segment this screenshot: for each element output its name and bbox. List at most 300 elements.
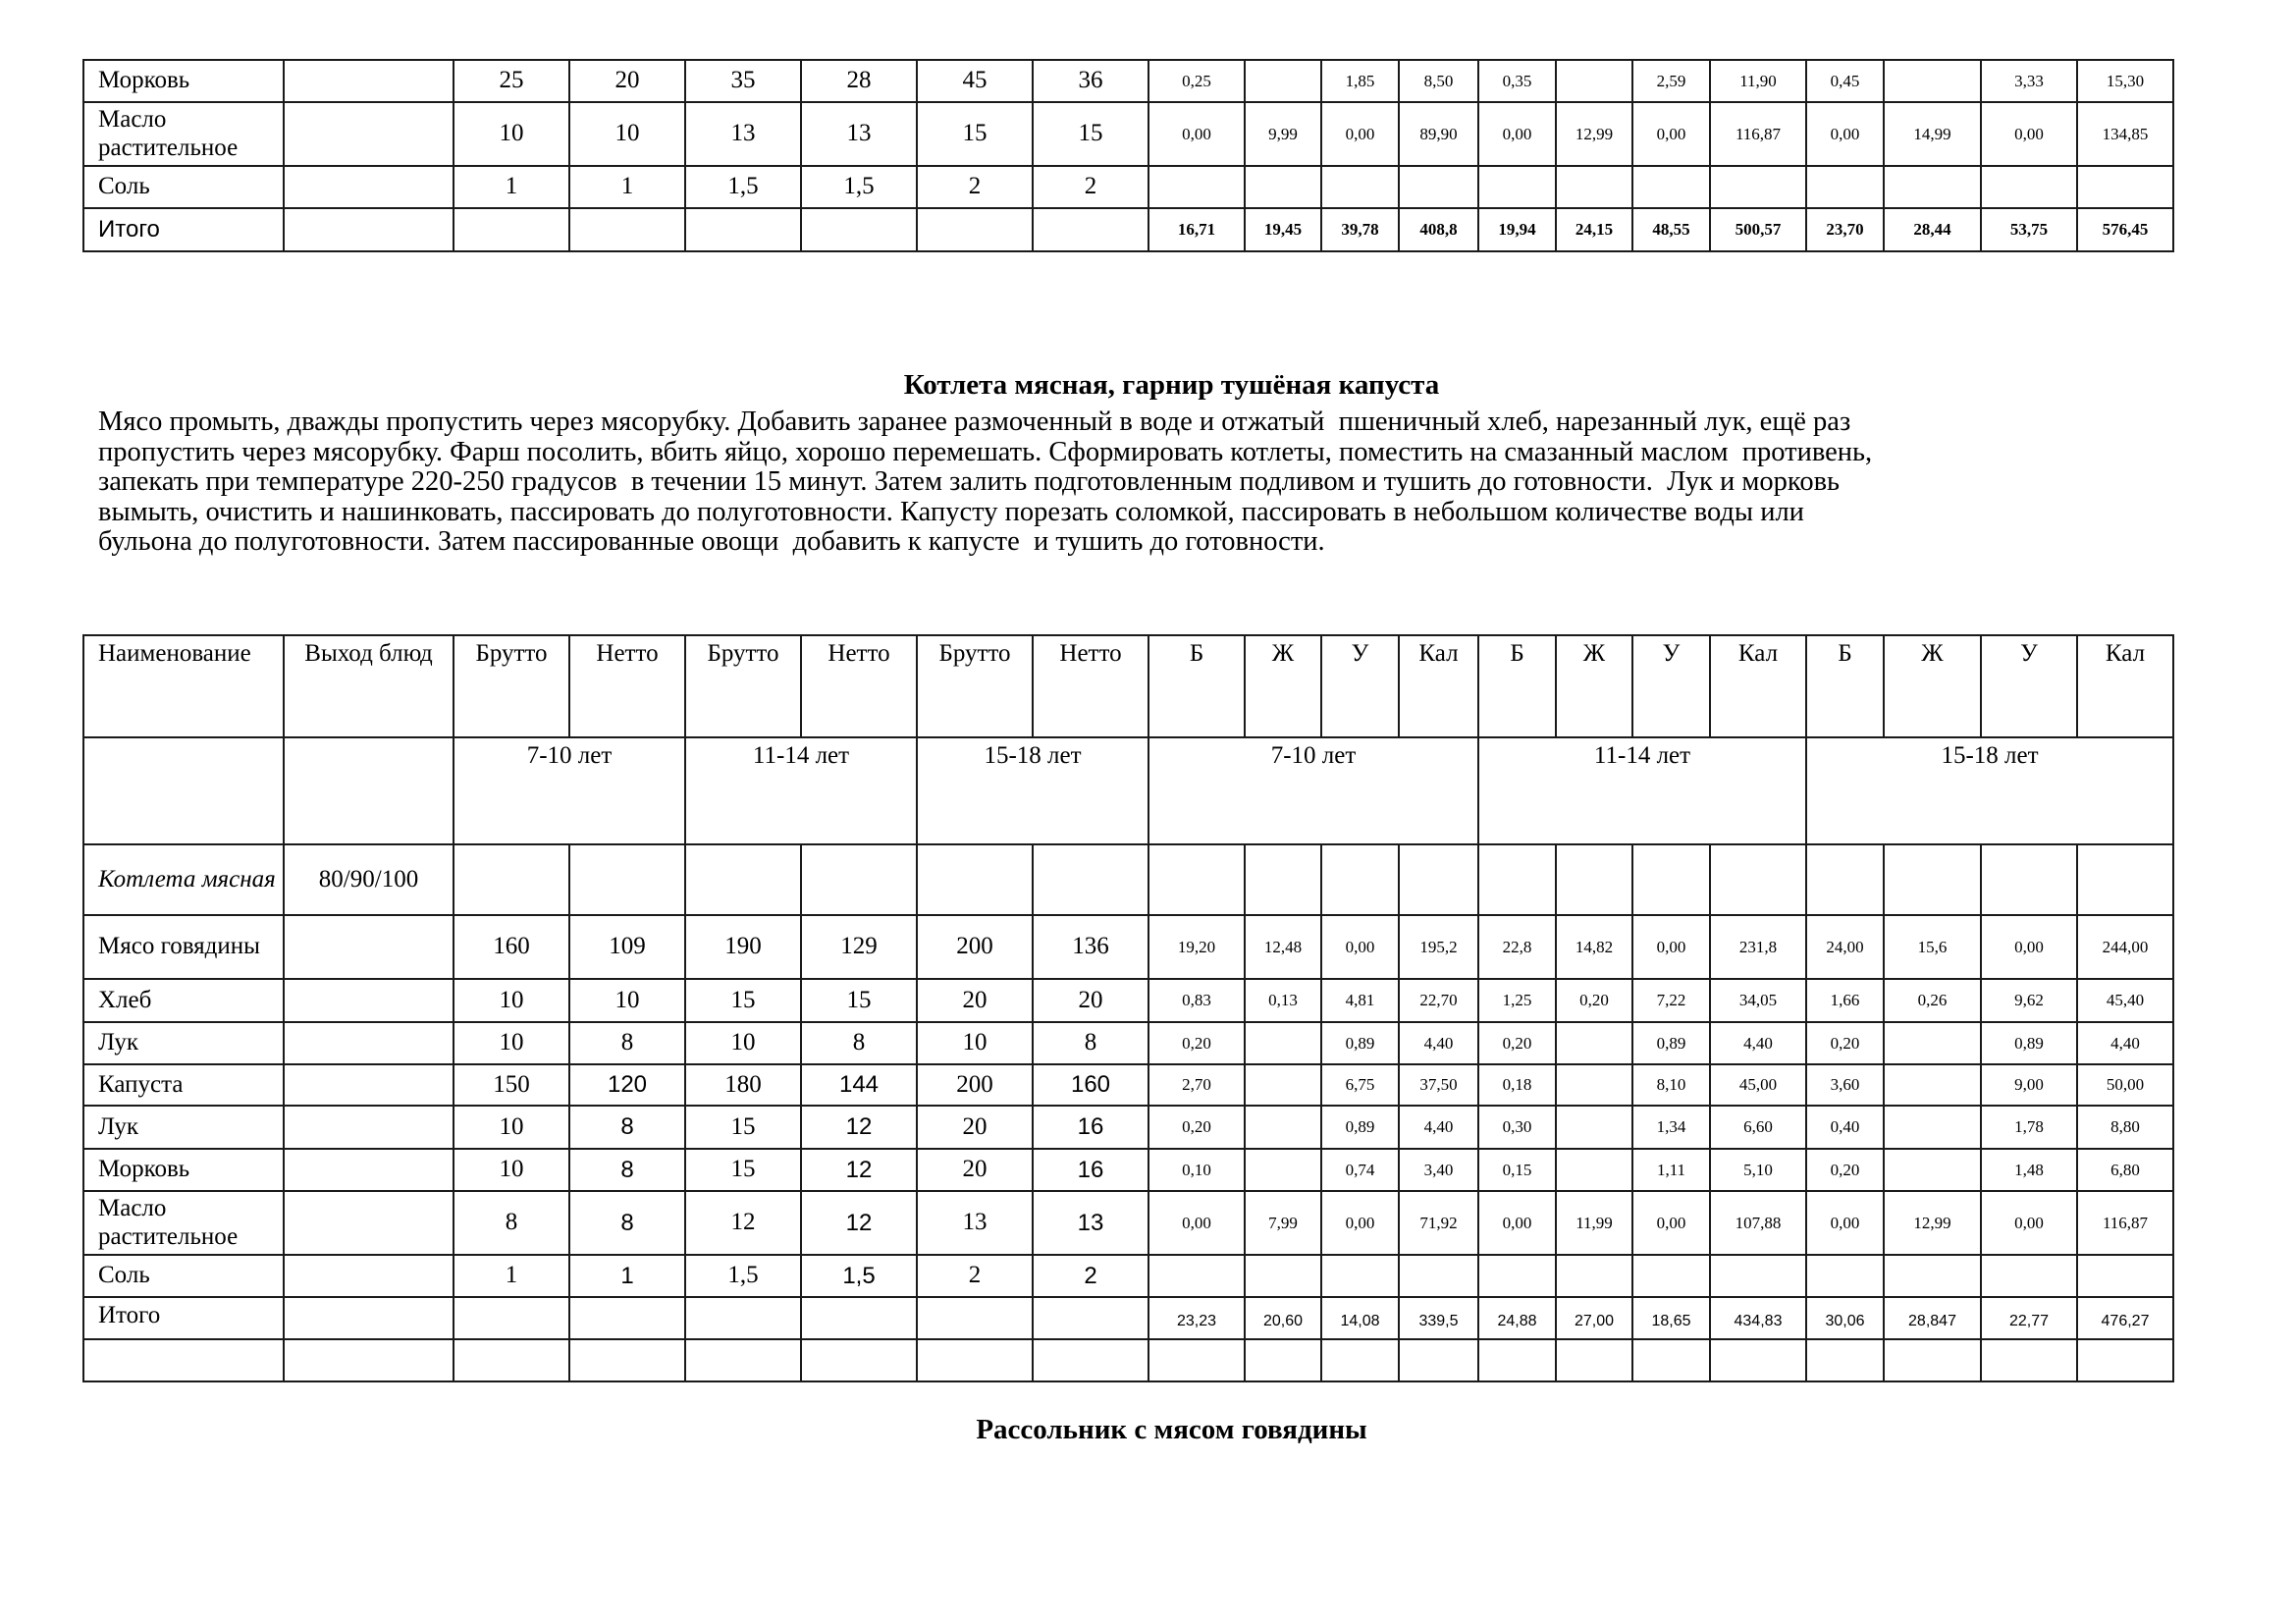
nutrient-cell: 0,40 bbox=[1806, 1106, 1884, 1149]
nutrient-cell bbox=[1399, 1255, 1478, 1297]
table-row bbox=[83, 979, 2173, 1022]
netto-cell bbox=[801, 208, 917, 251]
brutto-cell: 2 bbox=[917, 1255, 1033, 1297]
netto-cell: 8 bbox=[801, 1022, 917, 1064]
nutrient-cell: 14,99 bbox=[1884, 102, 1981, 166]
empty-cell bbox=[1148, 844, 1245, 915]
nutrient-cell bbox=[1884, 1022, 1981, 1064]
nutrient-cell: 3,60 bbox=[1806, 1064, 1884, 1106]
nutrient-cell bbox=[1245, 1255, 1321, 1297]
nutrient-cell: 37,50 bbox=[1399, 1064, 1478, 1106]
nutrient-cell: 53,75 bbox=[1981, 208, 2077, 251]
age-group-nutrients: 15-18 лет bbox=[1806, 737, 2173, 844]
empty-cell bbox=[1806, 844, 1884, 915]
nutrient-cell bbox=[1245, 1106, 1321, 1149]
nutrient-cell bbox=[1245, 1064, 1321, 1106]
nutrient-cell: 24,00 bbox=[1806, 915, 1884, 979]
nutrient-cell: 23,70 bbox=[1806, 208, 1884, 251]
header-nutrient: Ж bbox=[1884, 635, 1981, 737]
brutto-cell bbox=[685, 208, 801, 251]
nutrient-cell bbox=[1710, 1255, 1806, 1297]
table-row bbox=[83, 1022, 2173, 1064]
yield-cell bbox=[284, 1106, 454, 1149]
ingredient-name: Лук bbox=[83, 1022, 284, 1064]
yield-cell bbox=[284, 60, 454, 102]
empty-cell bbox=[1321, 844, 1399, 915]
nutrient-cell bbox=[1478, 166, 1556, 208]
total-nutrient-cell: 30,06 bbox=[1806, 1297, 1884, 1339]
nutrient-cell bbox=[1245, 1149, 1321, 1191]
nutrient-cell: 50,00 bbox=[2077, 1064, 2173, 1106]
nutrient-cell bbox=[1556, 60, 1632, 102]
empty-cell bbox=[284, 737, 454, 844]
yield-cell bbox=[284, 1022, 454, 1064]
ingredient-name: Хлеб bbox=[83, 979, 284, 1022]
nutrient-cell: 9,99 bbox=[1245, 102, 1321, 166]
ingredient-name: Капуста bbox=[83, 1064, 284, 1106]
nutrient-cell: 0,30 bbox=[1478, 1106, 1556, 1149]
netto-cell bbox=[569, 208, 685, 251]
netto-cell: 144 bbox=[801, 1064, 917, 1106]
yield-cell bbox=[284, 1255, 454, 1297]
netto-cell: 13 bbox=[801, 102, 917, 166]
nutrient-cell: 8,10 bbox=[1632, 1064, 1710, 1106]
age-group-nutrients: 7-10 лет bbox=[1148, 737, 1478, 844]
netto-cell: 16 bbox=[1033, 1106, 1148, 1149]
nutrient-cell: 0,20 bbox=[1806, 1022, 1884, 1064]
table-row bbox=[83, 1255, 2173, 1297]
netto-cell: 8 bbox=[569, 1149, 685, 1191]
brutto-cell: 15 bbox=[917, 102, 1033, 166]
nutrient-cell: 0,00 bbox=[1478, 1191, 1556, 1255]
empty-cell bbox=[1884, 844, 1981, 915]
empty-cell bbox=[1632, 1339, 1710, 1381]
nutrient-cell: 12,99 bbox=[1556, 102, 1632, 166]
total-nutrient-cell: 18,65 bbox=[1632, 1297, 1710, 1339]
nutrient-cell: 0,00 bbox=[1981, 915, 2077, 979]
netto-cell: 8 bbox=[569, 1191, 685, 1255]
brutto-cell: 200 bbox=[917, 1064, 1033, 1106]
nutrient-cell: 2,59 bbox=[1632, 60, 1710, 102]
empty-cell bbox=[1710, 844, 1806, 915]
brutto-cell: 25 bbox=[454, 60, 569, 102]
nutrient-cell: 0,74 bbox=[1321, 1149, 1399, 1191]
empty-cell bbox=[454, 1297, 569, 1339]
table-row bbox=[83, 915, 2173, 979]
nutrient-cell bbox=[1632, 166, 1710, 208]
nutrient-cell bbox=[1884, 1255, 1981, 1297]
table-row bbox=[83, 208, 2173, 251]
yield-cell bbox=[284, 166, 454, 208]
nutrient-cell bbox=[1556, 1149, 1632, 1191]
age-group-weights: 15-18 лет bbox=[917, 737, 1148, 844]
total-nutrient-cell: 23,23 bbox=[1148, 1297, 1245, 1339]
nutrient-cell: 1,85 bbox=[1321, 60, 1399, 102]
nutrient-cell: 24,15 bbox=[1556, 208, 1632, 251]
header-netto: Нетто bbox=[1033, 635, 1148, 737]
total-label: Итого bbox=[83, 1297, 284, 1339]
nutrient-cell bbox=[1245, 60, 1321, 102]
header-brutto: Брутто bbox=[454, 635, 569, 737]
ingredient-name: Морковь bbox=[83, 60, 284, 102]
dish-row bbox=[83, 844, 2173, 915]
empty-cell bbox=[1033, 1339, 1148, 1381]
brutto-cell: 1 bbox=[454, 1255, 569, 1297]
netto-cell: 8 bbox=[1033, 1022, 1148, 1064]
netto-cell: 10 bbox=[569, 102, 685, 166]
nutrient-cell: 0,10 bbox=[1148, 1149, 1245, 1191]
empty-cell bbox=[284, 1339, 454, 1381]
dish-yield: 80/90/100 bbox=[284, 844, 454, 915]
recipe-title: Котлета мясная, гарнир тушёная капуста bbox=[903, 369, 1440, 401]
recipe-line: бульона до полуготовности. Затем пассированные овощи добавить к капусте и тушить до готовности. bbox=[98, 526, 1325, 557]
brutto-cell: 10 bbox=[917, 1022, 1033, 1064]
header-nutrient: Ж bbox=[1556, 635, 1632, 737]
header-vyhod: Выход блюд bbox=[284, 635, 454, 737]
empty-cell bbox=[917, 1297, 1033, 1339]
ingredient-name: Мясо говядины bbox=[83, 915, 284, 979]
empty-cell bbox=[1321, 1339, 1399, 1381]
nutrient-cell: 116,87 bbox=[2077, 1191, 2173, 1255]
nutrient-cell: 48,55 bbox=[1632, 208, 1710, 251]
header-nutrient: Ж bbox=[1245, 635, 1321, 737]
nutrient-cell bbox=[1556, 1064, 1632, 1106]
empty-cell bbox=[83, 737, 284, 844]
nutrient-cell: 8,80 bbox=[2077, 1106, 2173, 1149]
nutrient-cell bbox=[1981, 166, 2077, 208]
recipe-instructions bbox=[98, 407, 2218, 558]
netto-cell: 28 bbox=[801, 60, 917, 102]
nutrient-cell: 3,40 bbox=[1399, 1149, 1478, 1191]
nutrient-cell bbox=[1632, 1255, 1710, 1297]
netto-cell: 10 bbox=[569, 979, 685, 1022]
yield-cell bbox=[284, 208, 454, 251]
header-nutrient: У bbox=[1981, 635, 2077, 737]
brutto-cell: 10 bbox=[685, 1022, 801, 1064]
brutto-cell: 20 bbox=[917, 1149, 1033, 1191]
nutrient-cell: 5,10 bbox=[1710, 1149, 1806, 1191]
nutrient-cell bbox=[1884, 1106, 1981, 1149]
empty-cell bbox=[284, 1297, 454, 1339]
nutrient-cell: 0,00 bbox=[1478, 102, 1556, 166]
nutrient-cell: 4,81 bbox=[1321, 979, 1399, 1022]
netto-cell: 136 bbox=[1033, 915, 1148, 979]
table-row bbox=[83, 1064, 2173, 1106]
empty-cell bbox=[2077, 1339, 2173, 1381]
header-nutrient: Б bbox=[1478, 635, 1556, 737]
brutto-cell: 2 bbox=[917, 166, 1033, 208]
nutrient-cell bbox=[1556, 1106, 1632, 1149]
brutto-cell: 190 bbox=[685, 915, 801, 979]
nutrient-cell: 22,8 bbox=[1478, 915, 1556, 979]
brutto-cell: 13 bbox=[917, 1191, 1033, 1255]
age-group-nutrients: 11-14 лет bbox=[1478, 737, 1806, 844]
empty-cell bbox=[685, 1297, 801, 1339]
nutrient-cell: 22,70 bbox=[1399, 979, 1478, 1022]
brutto-cell bbox=[917, 208, 1033, 251]
total-nutrient-cell: 28,847 bbox=[1884, 1297, 1981, 1339]
nutrient-cell: 7,22 bbox=[1632, 979, 1710, 1022]
netto-cell: 16 bbox=[1033, 1149, 1148, 1191]
netto-cell: 2 bbox=[1033, 1255, 1148, 1297]
empty-cell bbox=[1884, 1339, 1981, 1381]
recipe-line: пропустить через мясорубку. Фарш посолить, вбить яйцо, хорошо перемешать. Сформировать котлеты, поместить на смазанный маслом противень, bbox=[98, 436, 1873, 467]
nutrient-cell: 4,40 bbox=[1399, 1022, 1478, 1064]
nutrient-cell: 576,45 bbox=[2077, 208, 2173, 251]
ingredient-name: Лук bbox=[83, 1106, 284, 1149]
brutto-cell: 35 bbox=[685, 60, 801, 102]
nutrient-cell: 0,45 bbox=[1806, 60, 1884, 102]
brutto-cell bbox=[454, 208, 569, 251]
netto-cell: 160 bbox=[1033, 1064, 1148, 1106]
nutrient-cell: 0,13 bbox=[1245, 979, 1321, 1022]
nutrient-cell bbox=[1806, 166, 1884, 208]
recipe-line: вымыть, очистить и нашинковать, пассировать до полуготовности. Капусту порезать соломкой, пассировать в небольшом количестве воды или bbox=[98, 496, 1804, 527]
nutrient-cell bbox=[1981, 1255, 2077, 1297]
nutrient-cell bbox=[2077, 1255, 2173, 1297]
age-group-weights: 7-10 лет bbox=[454, 737, 685, 844]
nutrient-cell: 0,15 bbox=[1478, 1149, 1556, 1191]
netto-cell: 20 bbox=[1033, 979, 1148, 1022]
nutrient-cell bbox=[1710, 166, 1806, 208]
nutrient-cell: 0,00 bbox=[1321, 102, 1399, 166]
nutrient-cell: 0,00 bbox=[1806, 1191, 1884, 1255]
table-row bbox=[83, 102, 2173, 166]
nutrient-cell: 4,40 bbox=[1399, 1106, 1478, 1149]
nutrient-cell: 6,75 bbox=[1321, 1064, 1399, 1106]
table-row bbox=[83, 1149, 2173, 1191]
brutto-cell: 10 bbox=[454, 102, 569, 166]
nutrient-cell: 0,89 bbox=[1321, 1022, 1399, 1064]
brutto-cell: 10 bbox=[454, 1022, 569, 1064]
header-netto: Нетто bbox=[801, 635, 917, 737]
empty-cell bbox=[1806, 1339, 1884, 1381]
empty-cell bbox=[2077, 844, 2173, 915]
total-nutrient-cell: 339,5 bbox=[1399, 1297, 1478, 1339]
empty-cell bbox=[1478, 1339, 1556, 1381]
empty-cell bbox=[685, 844, 801, 915]
brutto-cell: 160 bbox=[454, 915, 569, 979]
header-name: Наименование bbox=[83, 635, 284, 737]
nutrient-cell bbox=[1245, 166, 1321, 208]
empty-cell bbox=[801, 844, 917, 915]
netto-cell: 109 bbox=[569, 915, 685, 979]
total-nutrient-cell: 24,88 bbox=[1478, 1297, 1556, 1339]
nutrient-cell: 1,78 bbox=[1981, 1106, 2077, 1149]
table-row bbox=[83, 60, 2173, 102]
nutrient-cell: 0,35 bbox=[1478, 60, 1556, 102]
nutrient-cell: 0,20 bbox=[1556, 979, 1632, 1022]
netto-cell: 8 bbox=[569, 1022, 685, 1064]
ingredient-name: Итого bbox=[83, 208, 284, 251]
nutrient-cell: 0,25 bbox=[1148, 60, 1245, 102]
yield-cell bbox=[284, 102, 454, 166]
nutrient-cell: 19,20 bbox=[1148, 915, 1245, 979]
nutrient-cell: 4,40 bbox=[2077, 1022, 2173, 1064]
empty-cell bbox=[83, 1339, 284, 1381]
nutrient-cell bbox=[1478, 1255, 1556, 1297]
nutrient-cell: 6,80 bbox=[2077, 1149, 2173, 1191]
nutrient-cell: 39,78 bbox=[1321, 208, 1399, 251]
netto-cell: 15 bbox=[1033, 102, 1148, 166]
nutrient-cell: 11,90 bbox=[1710, 60, 1806, 102]
nutrient-cell: 3,33 bbox=[1981, 60, 2077, 102]
empty-cell bbox=[569, 1339, 685, 1381]
header-brutto: Брутто bbox=[685, 635, 801, 737]
nutrient-cell: 1,11 bbox=[1632, 1149, 1710, 1191]
table-row bbox=[83, 166, 2173, 208]
netto-cell bbox=[1033, 208, 1148, 251]
brutto-cell: 150 bbox=[454, 1064, 569, 1106]
header-brutto: Брутто bbox=[917, 635, 1033, 737]
brutto-cell: 200 bbox=[917, 915, 1033, 979]
age-group-weights: 11-14 лет bbox=[685, 737, 917, 844]
total-row bbox=[83, 1297, 2173, 1339]
brutto-cell: 13 bbox=[685, 102, 801, 166]
nutrient-cell: 0,83 bbox=[1148, 979, 1245, 1022]
recipe-line: запекать при температуре 220-250 градусов в течении 15 минут. Затем залить подготовленным подливом и тушить до готовности. Лук и морковь bbox=[98, 466, 1841, 497]
empty-cell bbox=[1981, 1339, 2077, 1381]
netto-cell: 15 bbox=[801, 979, 917, 1022]
nutrient-cell: 71,92 bbox=[1399, 1191, 1478, 1255]
nutrient-cell bbox=[1806, 1255, 1884, 1297]
nutrient-cell: 11,99 bbox=[1556, 1191, 1632, 1255]
brutto-cell: 45 bbox=[917, 60, 1033, 102]
brutto-cell: 10 bbox=[454, 1149, 569, 1191]
header-nutrient: У bbox=[1632, 635, 1710, 737]
brutto-cell: 10 bbox=[454, 1106, 569, 1149]
brutto-cell: 20 bbox=[917, 979, 1033, 1022]
nutrient-cell bbox=[1321, 166, 1399, 208]
blank-row bbox=[83, 1339, 2173, 1381]
nutrient-cell: 8,50 bbox=[1399, 60, 1478, 102]
ingredient-name: Соль bbox=[83, 166, 284, 208]
total-nutrient-cell: 20,60 bbox=[1245, 1297, 1321, 1339]
nutrient-cell: 0,00 bbox=[1321, 1191, 1399, 1255]
nutrient-cell: 45,00 bbox=[1710, 1064, 1806, 1106]
nutrient-cell bbox=[1148, 166, 1245, 208]
nutrient-cell bbox=[1148, 1255, 1245, 1297]
netto-cell: 1,5 bbox=[801, 1255, 917, 1297]
next-recipe-title: Рассольник с мясом говядины bbox=[976, 1414, 1367, 1445]
nutrient-cell: 0,20 bbox=[1148, 1022, 1245, 1064]
age-group-row bbox=[83, 737, 2173, 844]
nutrient-cell: 0,20 bbox=[1478, 1022, 1556, 1064]
empty-cell bbox=[917, 1339, 1033, 1381]
total-nutrient-cell: 434,83 bbox=[1710, 1297, 1806, 1339]
header-nutrient: Б bbox=[1806, 635, 1884, 737]
netto-cell: 1,5 bbox=[801, 166, 917, 208]
netto-cell: 12 bbox=[801, 1149, 917, 1191]
header-nutrient: Б bbox=[1148, 635, 1245, 737]
empty-cell bbox=[1556, 1339, 1632, 1381]
brutto-cell: 15 bbox=[685, 979, 801, 1022]
empty-cell bbox=[1148, 1339, 1245, 1381]
empty-cell bbox=[801, 1339, 917, 1381]
nutrient-cell: 9,62 bbox=[1981, 979, 2077, 1022]
brutto-cell: 1,5 bbox=[685, 1255, 801, 1297]
nutrient-cell: 12,48 bbox=[1245, 915, 1321, 979]
nutrient-cell bbox=[1556, 1255, 1632, 1297]
empty-cell bbox=[1556, 844, 1632, 915]
nutrient-cell: 500,57 bbox=[1710, 208, 1806, 251]
empty-cell bbox=[1245, 844, 1321, 915]
nutrient-cell bbox=[1884, 166, 1981, 208]
ingredient-name: Масло растительное bbox=[83, 102, 284, 166]
nutrient-cell bbox=[1556, 1022, 1632, 1064]
nutrient-cell: 34,05 bbox=[1710, 979, 1806, 1022]
nutrient-cell: 0,00 bbox=[1632, 102, 1710, 166]
nutrient-cell: 15,6 bbox=[1884, 915, 1981, 979]
yield-cell bbox=[284, 1191, 454, 1255]
nutrient-cell: 0,00 bbox=[1148, 1191, 1245, 1255]
nutrient-cell: 1,25 bbox=[1478, 979, 1556, 1022]
netto-cell: 129 bbox=[801, 915, 917, 979]
brutto-cell: 15 bbox=[685, 1149, 801, 1191]
nutrient-cell: 7,99 bbox=[1245, 1191, 1321, 1255]
nutrient-cell: 0,00 bbox=[1806, 102, 1884, 166]
nutrient-cell: 28,44 bbox=[1884, 208, 1981, 251]
nutrient-cell: 107,88 bbox=[1710, 1191, 1806, 1255]
nutrient-cell: 0,00 bbox=[1632, 915, 1710, 979]
nutrient-cell: 195,2 bbox=[1399, 915, 1478, 979]
nutrient-cell: 116,87 bbox=[1710, 102, 1806, 166]
brutto-cell: 10 bbox=[454, 979, 569, 1022]
nutrient-cell: 2,70 bbox=[1148, 1064, 1245, 1106]
nutrient-cell: 408,8 bbox=[1399, 208, 1478, 251]
netto-cell: 36 bbox=[1033, 60, 1148, 102]
nutrient-cell: 0,00 bbox=[1321, 915, 1399, 979]
empty-cell bbox=[1478, 844, 1556, 915]
header-nutrient: Кал bbox=[1710, 635, 1806, 737]
nutrient-cell: 6,60 bbox=[1710, 1106, 1806, 1149]
header-nutrient: Кал bbox=[2077, 635, 2173, 737]
yield-cell bbox=[284, 979, 454, 1022]
header-row bbox=[83, 635, 2173, 737]
empty-cell bbox=[454, 844, 569, 915]
nutrient-cell: 0,26 bbox=[1884, 979, 1981, 1022]
empty-cell bbox=[1632, 844, 1710, 915]
empty-cell bbox=[1033, 1297, 1148, 1339]
nutrient-cell: 45,40 bbox=[2077, 979, 2173, 1022]
nutrient-cell bbox=[1399, 166, 1478, 208]
nutrient-cell: 1,34 bbox=[1632, 1106, 1710, 1149]
netto-cell: 1 bbox=[569, 1255, 685, 1297]
nutrient-cell bbox=[1884, 60, 1981, 102]
empty-cell bbox=[801, 1297, 917, 1339]
nutrient-cell bbox=[1884, 1149, 1981, 1191]
nutrient-cell bbox=[1884, 1064, 1981, 1106]
nutrient-cell: 0,00 bbox=[1632, 1191, 1710, 1255]
nutrient-cell: 0,00 bbox=[1148, 102, 1245, 166]
brutto-cell: 20 bbox=[917, 1106, 1033, 1149]
nutrition-table bbox=[82, 634, 2174, 1382]
netto-cell: 1 bbox=[569, 166, 685, 208]
nutrient-cell: 0,89 bbox=[1321, 1106, 1399, 1149]
brutto-cell: 12 bbox=[685, 1191, 801, 1255]
nutrient-cell: 15,30 bbox=[2077, 60, 2173, 102]
ingredient-name: Соль bbox=[83, 1255, 284, 1297]
empty-cell bbox=[1399, 1339, 1478, 1381]
nutrient-cell: 14,82 bbox=[1556, 915, 1632, 979]
nutrient-cell: 0,20 bbox=[1806, 1149, 1884, 1191]
brutto-cell: 8 bbox=[454, 1191, 569, 1255]
nutrient-cell: 0,18 bbox=[1478, 1064, 1556, 1106]
nutrient-cell: 9,00 bbox=[1981, 1064, 2077, 1106]
brutto-cell: 15 bbox=[685, 1106, 801, 1149]
total-nutrient-cell: 22,77 bbox=[1981, 1297, 2077, 1339]
nutrient-cell: 244,00 bbox=[2077, 915, 2173, 979]
